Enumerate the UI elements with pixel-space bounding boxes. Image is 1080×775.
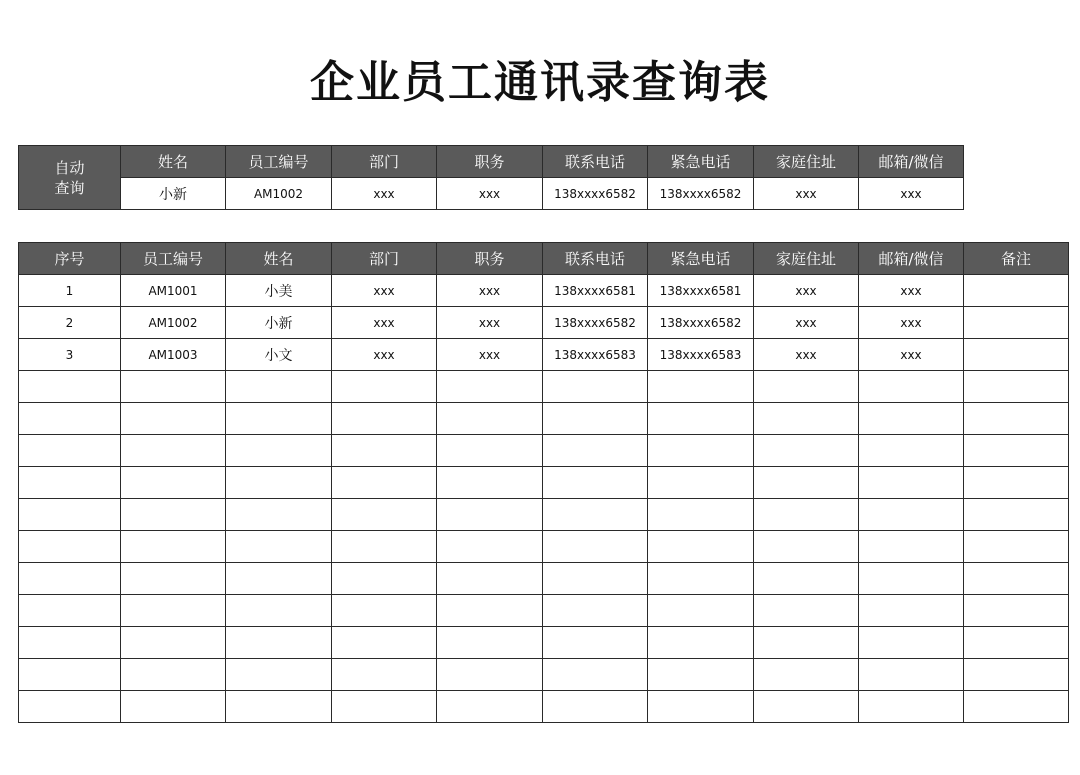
- cell-phone[interactable]: [543, 371, 648, 403]
- query-label-line: 自动: [54, 158, 85, 177]
- cell-email-wechat[interactable]: [859, 691, 964, 723]
- cell-emergency-phone[interactable]: 138xxxx6582: [648, 307, 754, 339]
- cell-dept[interactable]: [332, 403, 437, 435]
- cell-remark[interactable]: [964, 371, 1069, 403]
- cell-emergency-phone[interactable]: [648, 499, 754, 531]
- cell-address[interactable]: [754, 531, 859, 563]
- query-address-value: xxx: [754, 178, 859, 210]
- cell-address[interactable]: [754, 435, 859, 467]
- cell-position[interactable]: [437, 403, 543, 435]
- cell-name[interactable]: [226, 627, 332, 659]
- header-seq: 序号: [19, 243, 121, 275]
- query-header-phone: 联系电话: [543, 146, 648, 178]
- cell-position[interactable]: xxx: [437, 275, 543, 307]
- query-label: [19, 146, 121, 210]
- cell-remark[interactable]: [964, 467, 1069, 499]
- cell-address[interactable]: [754, 595, 859, 627]
- cell-position[interactable]: [437, 371, 543, 403]
- table-row: [19, 627, 1069, 659]
- table-row: [19, 691, 1069, 723]
- table-row: [19, 371, 1069, 403]
- cell-address[interactable]: [754, 371, 859, 403]
- query-header-title: 职务: [437, 146, 543, 178]
- query-value-row: [19, 178, 964, 210]
- cell-employee-id[interactable]: AM1003: [121, 339, 226, 371]
- query-id-value: AM1002: [226, 178, 332, 210]
- cell-seq[interactable]: 2: [19, 307, 121, 339]
- cell-remark[interactable]: [964, 403, 1069, 435]
- cell-email-wechat[interactable]: [859, 403, 964, 435]
- header-emergency-phone: 紧急电话: [648, 243, 754, 275]
- cell-employee-id[interactable]: AM1002: [121, 307, 226, 339]
- cell-employee-id[interactable]: [121, 499, 226, 531]
- cell-email-wechat[interactable]: xxx: [859, 275, 964, 307]
- cell-seq[interactable]: [19, 371, 121, 403]
- query-name-input[interactable]: 小新: [121, 178, 226, 210]
- cell-email-wechat[interactable]: [859, 659, 964, 691]
- cell-dept[interactable]: [332, 467, 437, 499]
- cell-email-wechat[interactable]: [859, 563, 964, 595]
- cell-dept[interactable]: xxx: [332, 307, 437, 339]
- cell-dept[interactable]: [332, 435, 437, 467]
- header-remark: 备注: [964, 243, 1069, 275]
- cell-email-wechat[interactable]: [859, 499, 964, 531]
- cell-position[interactable]: [437, 595, 543, 627]
- query-header-emergency: 紧急电话: [648, 146, 754, 178]
- cell-phone[interactable]: [543, 467, 648, 499]
- cell-remark[interactable]: [964, 691, 1069, 723]
- directory-header-row: [19, 243, 1069, 275]
- table-row: [19, 531, 1069, 563]
- cell-email-wechat[interactable]: [859, 595, 964, 627]
- query-email-value: xxx: [859, 178, 964, 210]
- cell-remark[interactable]: [964, 659, 1069, 691]
- cell-employee-id[interactable]: [121, 371, 226, 403]
- table-row: [19, 563, 1069, 595]
- cell-name[interactable]: [226, 467, 332, 499]
- cell-position[interactable]: [437, 563, 543, 595]
- cell-seq[interactable]: [19, 499, 121, 531]
- cell-seq[interactable]: [19, 435, 121, 467]
- cell-seq[interactable]: [19, 467, 121, 499]
- cell-phone[interactable]: [543, 659, 648, 691]
- cell-email-wechat[interactable]: xxx: [859, 339, 964, 371]
- cell-name[interactable]: [226, 531, 332, 563]
- cell-emergency-phone[interactable]: [648, 627, 754, 659]
- cell-seq[interactable]: [19, 531, 121, 563]
- table-row: [19, 403, 1069, 435]
- header-dept: 部门: [332, 243, 437, 275]
- cell-remark[interactable]: [964, 499, 1069, 531]
- cell-position[interactable]: [437, 659, 543, 691]
- cell-employee-id[interactable]: [121, 595, 226, 627]
- cell-seq[interactable]: [19, 659, 121, 691]
- cell-address[interactable]: [754, 627, 859, 659]
- query-emergency-value: 138xxxx6582: [648, 178, 754, 210]
- cell-name[interactable]: [226, 595, 332, 627]
- cell-emergency-phone[interactable]: [648, 403, 754, 435]
- query-table: [18, 145, 964, 210]
- table-row: [19, 499, 1069, 531]
- cell-phone[interactable]: [543, 531, 648, 563]
- cell-email-wechat[interactable]: [859, 627, 964, 659]
- cell-name[interactable]: [226, 435, 332, 467]
- cell-phone[interactable]: [543, 563, 648, 595]
- cell-seq[interactable]: [19, 691, 121, 723]
- cell-position[interactable]: [437, 435, 543, 467]
- cell-position[interactable]: xxx: [437, 307, 543, 339]
- table-row: [19, 275, 1069, 307]
- cell-emergency-phone[interactable]: [648, 595, 754, 627]
- cell-dept[interactable]: [332, 659, 437, 691]
- cell-employee-id[interactable]: [121, 627, 226, 659]
- table-row: [19, 435, 1069, 467]
- cell-seq[interactable]: [19, 563, 121, 595]
- cell-address[interactable]: [754, 691, 859, 723]
- cell-employee-id[interactable]: AM1001: [121, 275, 226, 307]
- cell-emergency-phone[interactable]: [648, 531, 754, 563]
- cell-dept[interactable]: [332, 499, 437, 531]
- cell-name[interactable]: [226, 659, 332, 691]
- cell-address[interactable]: [754, 563, 859, 595]
- query-phone-value: 138xxxx6582: [543, 178, 648, 210]
- cell-email-wechat[interactable]: [859, 467, 964, 499]
- cell-email-wechat[interactable]: [859, 371, 964, 403]
- query-header-name: 姓名: [121, 146, 226, 178]
- header-address: 家庭住址: [754, 243, 859, 275]
- header-phone: 联系电话: [543, 243, 648, 275]
- cell-address[interactable]: xxx: [754, 275, 859, 307]
- cell-position[interactable]: [437, 467, 543, 499]
- cell-employee-id[interactable]: [121, 659, 226, 691]
- cell-dept[interactable]: [332, 531, 437, 563]
- cell-remark[interactable]: [964, 595, 1069, 627]
- cell-emergency-phone[interactable]: [648, 435, 754, 467]
- cell-remark[interactable]: [964, 275, 1069, 307]
- cell-emergency-phone[interactable]: [648, 467, 754, 499]
- cell-emergency-phone[interactable]: [648, 563, 754, 595]
- cell-email-wechat[interactable]: xxx: [859, 307, 964, 339]
- cell-employee-id[interactable]: [121, 403, 226, 435]
- cell-dept[interactable]: [332, 595, 437, 627]
- cell-dept[interactable]: xxx: [332, 339, 437, 371]
- cell-employee-id[interactable]: [121, 435, 226, 467]
- cell-remark[interactable]: [964, 563, 1069, 595]
- cell-dept[interactable]: [332, 563, 437, 595]
- cell-name[interactable]: [226, 371, 332, 403]
- query-header-id: 员工编号: [226, 146, 332, 178]
- cell-remark[interactable]: [964, 627, 1069, 659]
- cell-remark[interactable]: [964, 531, 1069, 563]
- cell-phone[interactable]: [543, 435, 648, 467]
- table-row: [19, 467, 1069, 499]
- cell-position[interactable]: [437, 627, 543, 659]
- cell-phone[interactable]: 138xxxx6583: [543, 339, 648, 371]
- cell-address[interactable]: xxx: [754, 307, 859, 339]
- query-header-dept: 部门: [332, 146, 437, 178]
- cell-name[interactable]: [226, 403, 332, 435]
- table-row: [19, 339, 1069, 371]
- cell-position[interactable]: [437, 531, 543, 563]
- cell-address[interactable]: [754, 499, 859, 531]
- cell-phone[interactable]: [543, 627, 648, 659]
- cell-employee-id[interactable]: [121, 563, 226, 595]
- cell-phone[interactable]: [543, 403, 648, 435]
- cell-seq[interactable]: [19, 595, 121, 627]
- cell-seq[interactable]: 1: [19, 275, 121, 307]
- header-email-wechat: 邮箱/微信: [859, 243, 964, 275]
- query-header-address: 家庭住址: [754, 146, 859, 178]
- cell-seq[interactable]: 3: [19, 339, 121, 371]
- cell-dept[interactable]: [332, 371, 437, 403]
- table-row: [19, 595, 1069, 627]
- cell-dept[interactable]: [332, 691, 437, 723]
- cell-seq[interactable]: [19, 627, 121, 659]
- cell-employee-id[interactable]: [121, 467, 226, 499]
- cell-emergency-phone[interactable]: 138xxxx6581: [648, 275, 754, 307]
- header-position: 职务: [437, 243, 543, 275]
- cell-emergency-phone[interactable]: [648, 659, 754, 691]
- cell-address[interactable]: xxx: [754, 339, 859, 371]
- cell-name[interactable]: 小美: [226, 275, 332, 307]
- cell-phone[interactable]: 138xxxx6582: [543, 307, 648, 339]
- table-row: [19, 307, 1069, 339]
- cell-name[interactable]: 小新: [226, 307, 332, 339]
- cell-email-wechat[interactable]: [859, 531, 964, 563]
- cell-remark[interactable]: [964, 435, 1069, 467]
- query-header-row: [19, 146, 964, 178]
- cell-remark[interactable]: [964, 339, 1069, 371]
- cell-employee-id[interactable]: [121, 531, 226, 563]
- cell-position[interactable]: [437, 499, 543, 531]
- cell-address[interactable]: [754, 467, 859, 499]
- query-header-email: 邮箱/微信: [859, 146, 964, 178]
- cell-dept[interactable]: [332, 627, 437, 659]
- cell-phone[interactable]: [543, 595, 648, 627]
- cell-address[interactable]: [754, 403, 859, 435]
- cell-phone[interactable]: [543, 691, 648, 723]
- query-label-line: 查询: [54, 178, 85, 197]
- directory-table: [18, 242, 1069, 723]
- cell-name[interactable]: 小文: [226, 339, 332, 371]
- cell-position[interactable]: xxx: [437, 339, 543, 371]
- cell-phone[interactable]: 138xxxx6581: [543, 275, 648, 307]
- cell-employee-id[interactable]: [121, 691, 226, 723]
- cell-emergency-phone[interactable]: [648, 371, 754, 403]
- cell-name[interactable]: [226, 563, 332, 595]
- cell-name[interactable]: [226, 499, 332, 531]
- header-employee-id: 员工编号: [121, 243, 226, 275]
- cell-dept[interactable]: xxx: [332, 275, 437, 307]
- table-row: [19, 659, 1069, 691]
- cell-emergency-phone[interactable]: [648, 691, 754, 723]
- cell-seq[interactable]: [19, 403, 121, 435]
- cell-remark[interactable]: [964, 307, 1069, 339]
- cell-name[interactable]: [226, 691, 332, 723]
- header-name: 姓名: [226, 243, 332, 275]
- cell-phone[interactable]: [543, 499, 648, 531]
- query-title-value: xxx: [437, 178, 543, 210]
- cell-position[interactable]: [437, 691, 543, 723]
- query-dept-value: xxx: [332, 178, 437, 210]
- cell-emergency-phone[interactable]: 138xxxx6583: [648, 339, 754, 371]
- cell-email-wechat[interactable]: [859, 435, 964, 467]
- cell-address[interactable]: [754, 659, 859, 691]
- page-title: 企业员工通讯录查询表: [310, 57, 770, 108]
